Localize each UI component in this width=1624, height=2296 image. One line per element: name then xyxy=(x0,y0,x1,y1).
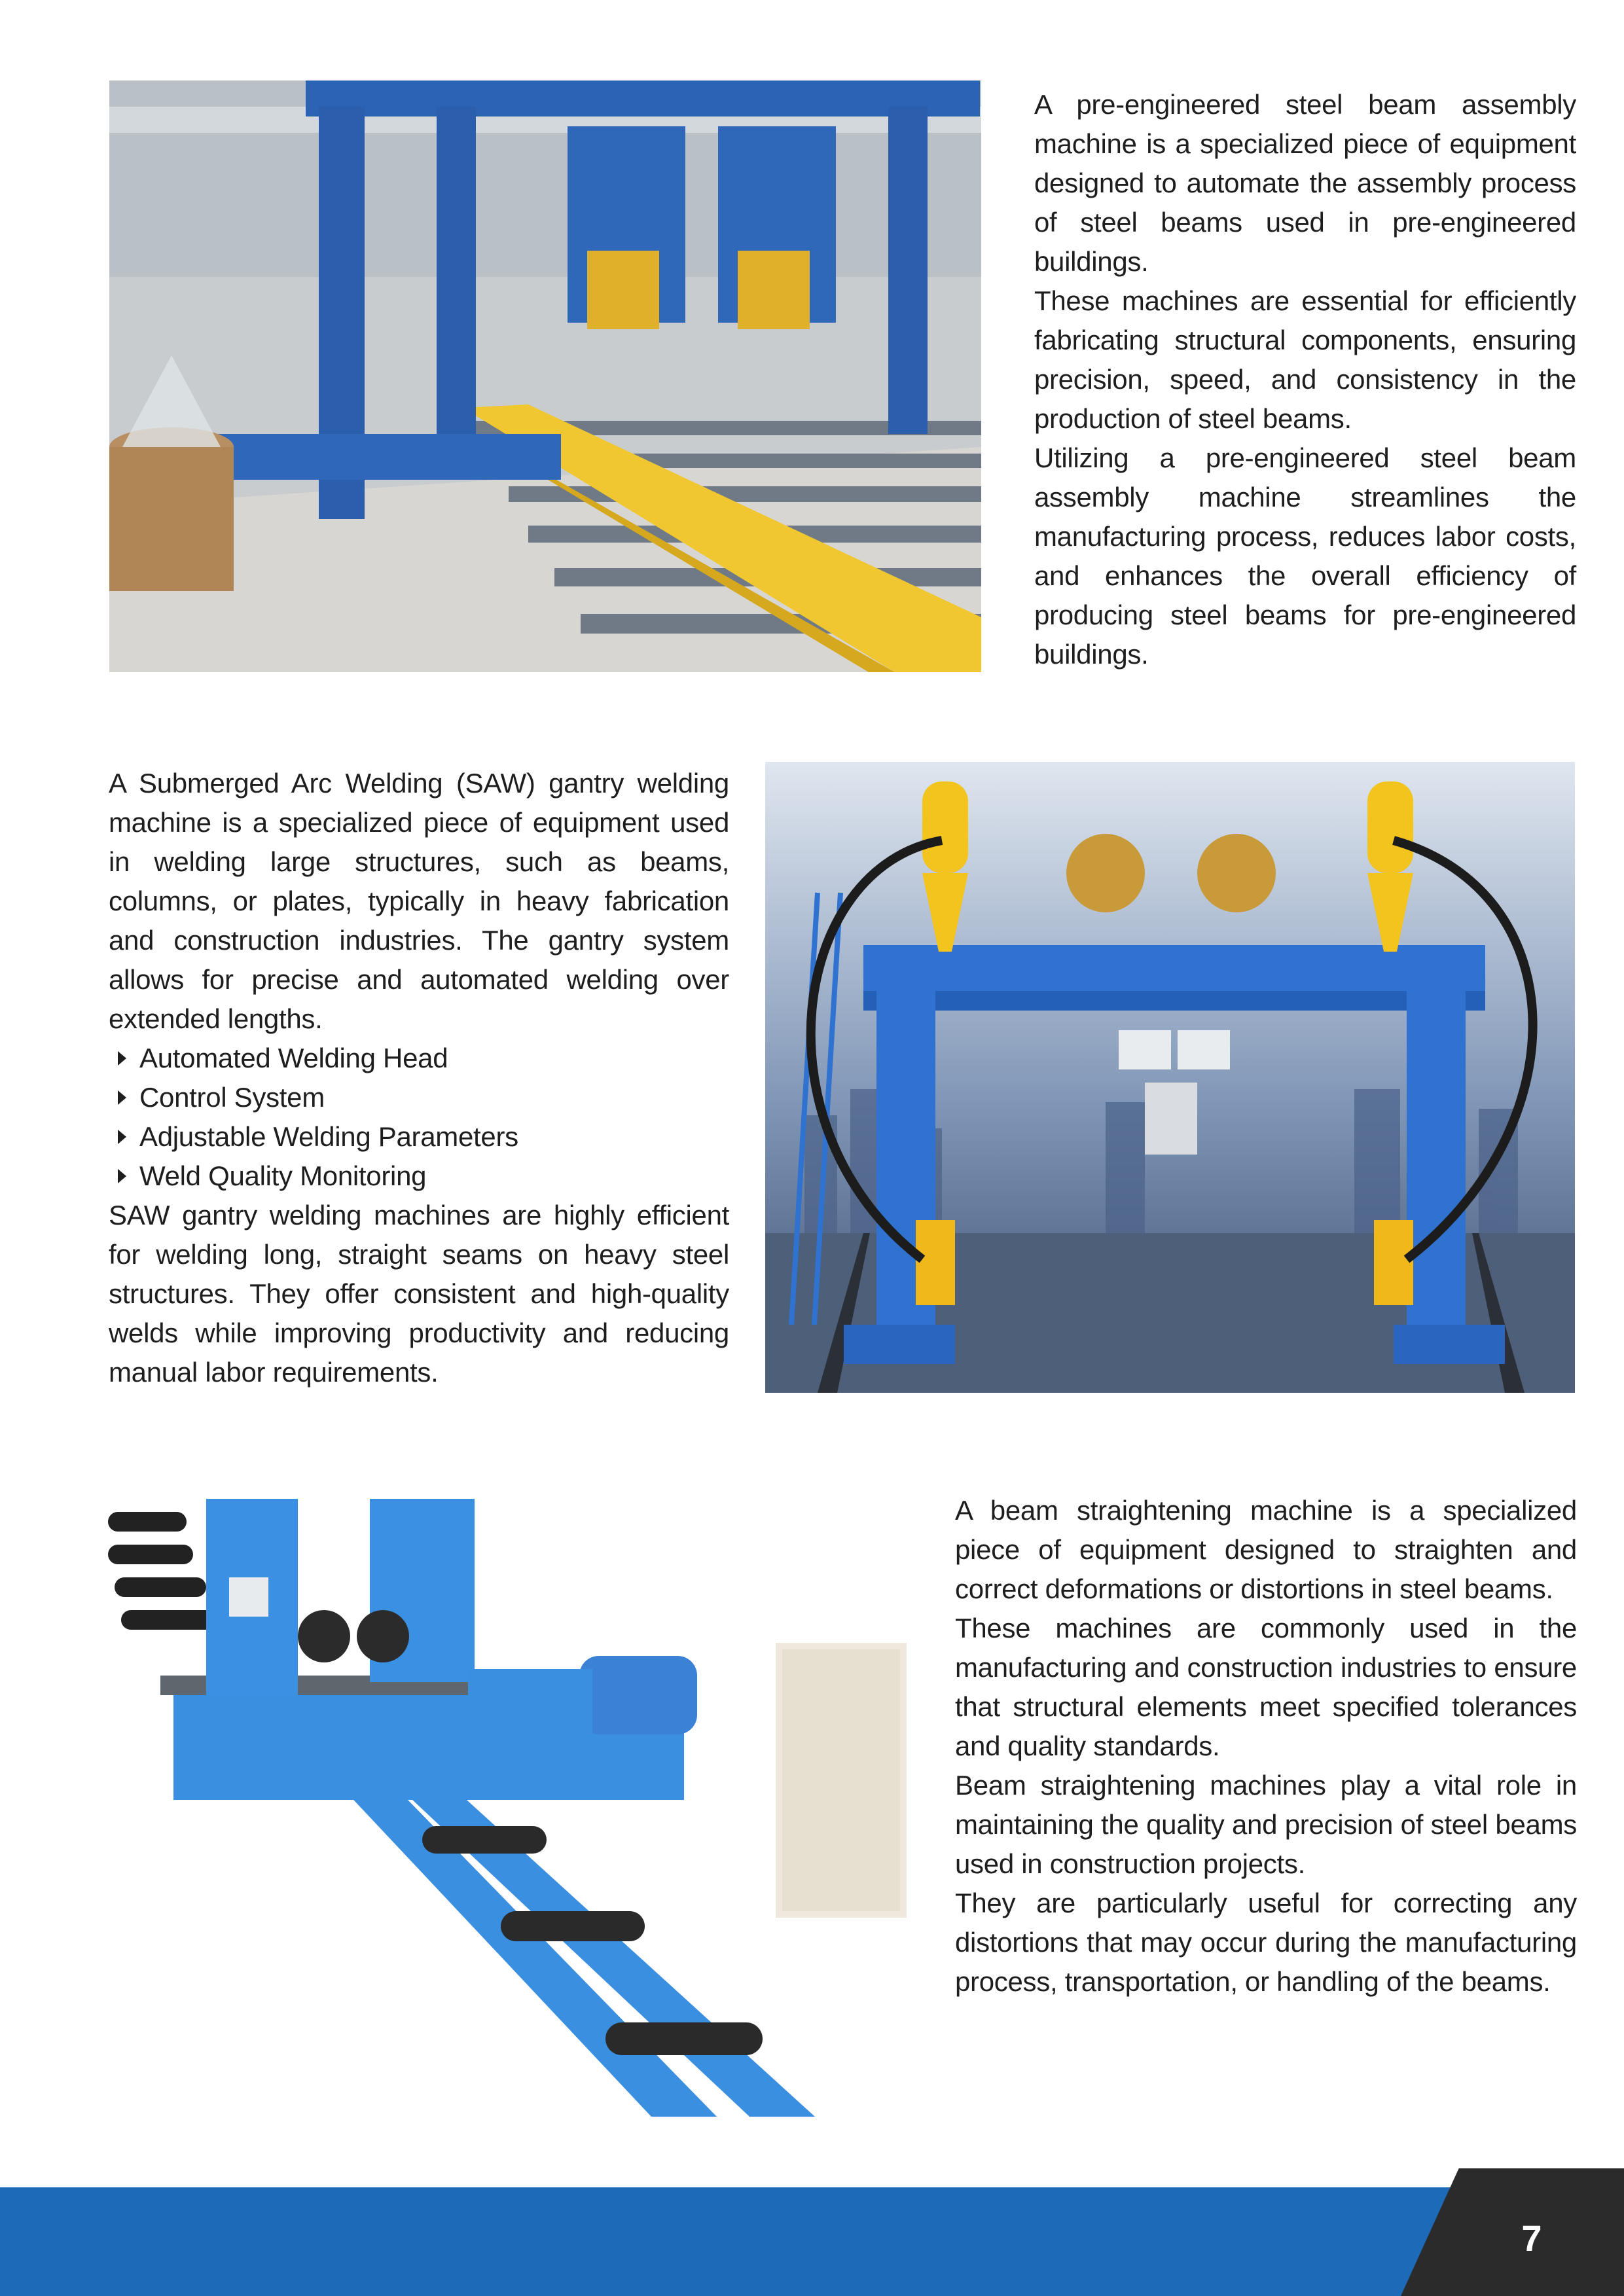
assembly-paragraph-1: A pre-engineered steel beam assembly machine is a specialized piece of equipment designed to automate the assembly process of steel beams used in pre-engineered buildings. xyxy=(1034,89,1576,277)
saw-feature-item xyxy=(109,1078,729,1117)
straightening-description xyxy=(955,1491,1577,2001)
triangle-bullet-icon xyxy=(118,1130,126,1144)
saw-feature-item xyxy=(109,1117,729,1157)
triangle-bullet-icon xyxy=(118,1169,126,1183)
footer-band xyxy=(0,2187,1624,2296)
assembly-paragraph-2: These machines are essential for efficiently fabricating structural components, ensuring precision, speed, and consistency in the production of steel beams. xyxy=(1034,285,1576,434)
beam-straightening-photo xyxy=(108,1486,920,2117)
assembly-description xyxy=(1034,85,1576,674)
saw-feature-label: Automated Welding Head xyxy=(139,1043,448,1073)
beam-straightening-illustration xyxy=(108,1486,920,2117)
saw-outro: SAW gantry welding machines are highly efficient for welding long, straight seams on heavy steel structures. They offer consistent and high-quality welds while improving productivity and reducing manual labor requirements. xyxy=(109,1200,729,1388)
saw-feature-label: Adjustable Welding Parameters xyxy=(139,1121,518,1152)
straightening-paragraph-2: These machines are commonly used in the manufacturing and construction industries to ensure that structural elements meet specified tolerances and quality standards. xyxy=(955,1613,1577,1761)
saw-feature-label: Control System xyxy=(139,1082,325,1113)
saw-gantry-description xyxy=(109,764,729,1392)
saw-gantry-photo xyxy=(765,762,1575,1393)
assembly-paragraph-3: Utilizing a pre-engineered steel beam assembly machine streamlines the manufacturing process, reduces labor costs, and enhances the overall efficiency of producing steel beams for pre-engineered buildings. xyxy=(1034,442,1576,670)
straightening-paragraph-4: They are particularly useful for correcting any distortions that may occur during the manufacturing process, transportation, or handling of the beams. xyxy=(955,1888,1577,1997)
straightening-paragraph-1: A beam straightening machine is a specialized piece of equipment designed to straighten and correct deformations or distortions in steel beams. xyxy=(955,1495,1577,1604)
saw-feature-item xyxy=(109,1039,729,1078)
saw-feature-list xyxy=(109,1039,729,1196)
straightening-paragraph-3: Beam straightening machines play a vital role in maintaining the quality and precision of steel beams used in construction projects. xyxy=(955,1770,1577,1879)
assembly-machine-photo xyxy=(109,81,981,672)
triangle-bullet-icon xyxy=(118,1090,126,1105)
saw-feature-item xyxy=(109,1157,729,1196)
page-number: 7 xyxy=(1521,2217,1542,2259)
assembly-machine-illustration xyxy=(109,81,981,672)
saw-gantry-illustration xyxy=(765,762,1575,1393)
triangle-bullet-icon xyxy=(118,1051,126,1066)
saw-intro: A Submerged Arc Welding (SAW) gantry welding machine is a specialized piece of equipment used in welding large structures, such as beams, columns, or plates, typically in heavy fabrication and construction industries. The gantry system allows for precise and automated welding over extended lengths. xyxy=(109,768,729,1034)
saw-feature-label: Weld Quality Monitoring xyxy=(139,1160,427,1191)
